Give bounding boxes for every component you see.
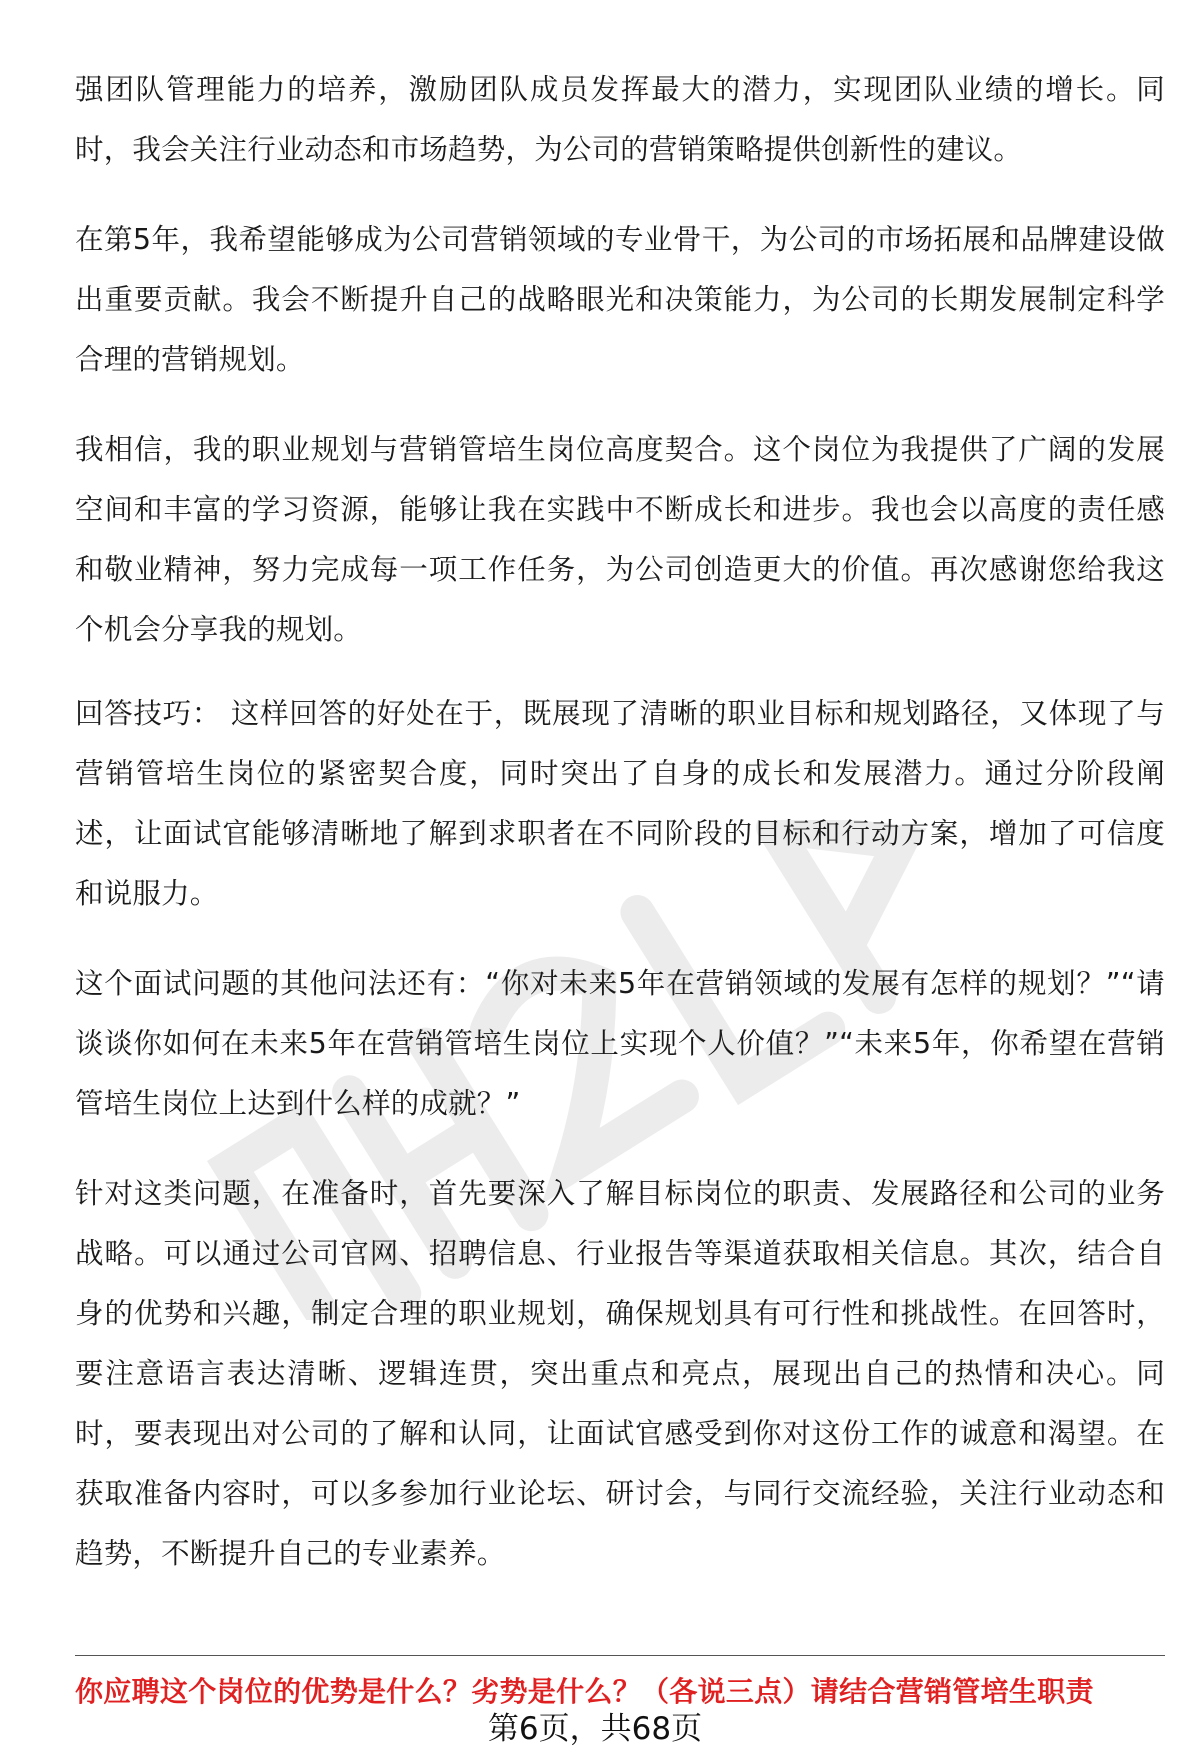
paragraph-plan-year-four: 强团队管理能力的培养，激励团队成员发挥最大的潜力，实现团队业绩的增长。同时，我会关注行业动态和市场趋势，为公司的营销策略提供创新性的建议。	[75, 73, 1165, 166]
section-divider	[75, 1655, 1165, 1656]
paragraph-alternate-questions: 这个面试问题的其他问法还有：“你对未来5年在营销领域的发展有怎样的规划？”“请谈谈你如何在未来5年在营销管培生岗位上实现个人价值？”“未来5年，你希望在营销管培生岗位上达到什么样的成就？”	[75, 967, 1165, 1120]
paragraph-conclusion: 我相信，我的职业规划与营销管培生岗位高度契合。这个岗位为我提供了广阔的发展空间和丰富的学习资源，能够让我在实践中不断成长和进步。我也会以高度的责任感和敬业精神，努力完成每一项工作任务，为公司创造更大的价值。再次感谢您给我这个机会分享我的规划。	[75, 433, 1165, 646]
page-number-label: 第6页，共68页	[484, 1711, 706, 1747]
paragraph-answer-tips: 回答技巧： 这样回答的好处在于，既展现了清晰的职业目标和规划路径，又体现了与营销管培生岗位的紧密契合度，同时突出了自身的成长和发展潜力。通过分阶段阐述，让面试官能够清晰地了解到求职者在不同阶段的目标和行动方案，增加了可信度和说服力。	[75, 697, 1165, 910]
paragraph-preparation-advice: 针对这类问题，在准备时，首先要深入了解目标岗位的职责、发展路径和公司的业务战略。可以通过公司官网、招聘信息、行业报告等渠道获取相关信息。其次，结合自身的优势和兴趣，制定合理的职业规划，确保规划具有可行性和挑战性。在回答时，要注意语言表达清晰、逻辑连贯，突出重点和亮点，展现出自己的热情和决心。同时，要表现出对公司的了解和认同，让面试官感受到你对这份工作的诚意和渴望。在获取准备内容时，可以多参加行业论坛、研讨会，与同行交流经验，关注行业动态和趋势，不断提升自己的专业素养。	[75, 1177, 1165, 1570]
paragraph-plan-year-five: 在第5年，我希望能够成为公司营销领域的专业骨干，为公司的市场拓展和品牌建设做出重要贡献。我会不断提升自己的战略眼光和决策能力，为公司的长期发展制定科学合理的营销规划。	[75, 223, 1165, 376]
document-body	[75, 60, 1165, 1614]
page-footer	[0, 1703, 1190, 1748]
next-question-heading: 你应聘这个岗位的优势是什么？劣势是什么？（各说三点）请结合营销管培生职责	[75, 1675, 1094, 1708]
